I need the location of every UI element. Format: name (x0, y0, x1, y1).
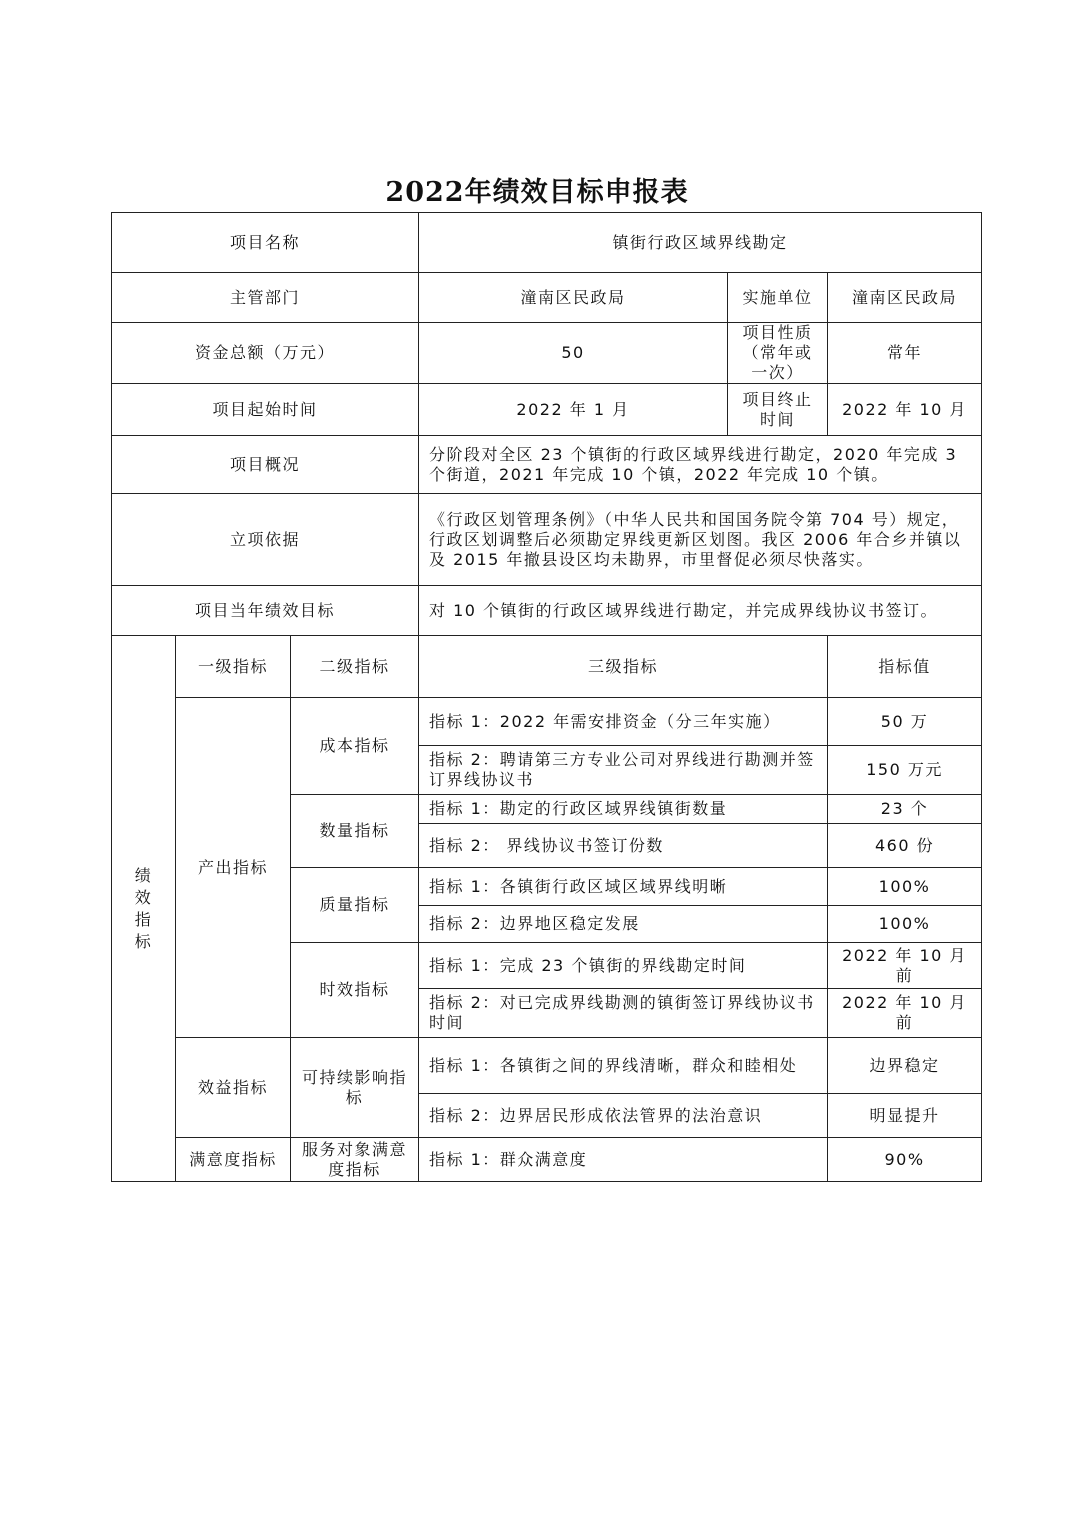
quality-indicator-label: 质量指标 (291, 868, 419, 943)
implementer-value: 潼南区民政局 (828, 273, 982, 323)
basis-value: 《行政区划管理条例》（中华人民共和国国务院令第 704 号）规定，行政区划调整后必须勘定界线更新区划图。我区 2006 年合乡并镇以及 2015 年撤县设区均未勘界，市里督促必须尽快落实。 (419, 494, 982, 586)
indicator-value: 50 万 (828, 698, 982, 746)
implementer-label: 实施单位 (728, 273, 828, 323)
department-row (112, 273, 982, 323)
table-row (112, 1138, 982, 1182)
indicator-value: 150 万元 (828, 746, 982, 795)
output-indicator-label: 产出指标 (176, 698, 291, 1038)
indicator-value: 90% (828, 1138, 982, 1182)
department-label: 主管部门 (112, 273, 419, 323)
time-row (112, 384, 982, 436)
funds-row (112, 323, 982, 384)
end-time-value: 2022 年 10 月 (828, 384, 982, 436)
performance-indicators-text: 绩效指标 (134, 865, 153, 951)
department-value: 潼南区民政局 (419, 273, 728, 323)
header-level3: 三级指标 (419, 636, 828, 698)
overview-label: 项目概况 (112, 436, 419, 494)
indicator-text: 指标 2：聘请第三方专业公司对界线进行勘测并签订界线协议书 (419, 746, 828, 795)
indicator-text: 指标 1：完成 23 个镇街的界线勘定时间 (419, 943, 828, 989)
project-name-value: 镇街行政区域界线勘定 (419, 213, 982, 273)
table-row (112, 698, 982, 746)
indicator-value: 2022 年 10 月前 (828, 989, 982, 1038)
indicator-value: 460 份 (828, 824, 982, 868)
cost-indicator-label: 成本指标 (291, 698, 419, 795)
project-name-label: 项目名称 (112, 213, 419, 273)
project-name-row (112, 213, 982, 273)
performance-indicators-label (112, 636, 176, 1182)
indicator-value: 明显提升 (828, 1094, 982, 1138)
indicator-text: 指标 1：群众满意度 (419, 1138, 828, 1182)
performance-goal-table (111, 212, 982, 1182)
header-level1: 一级指标 (176, 636, 291, 698)
indicator-text: 指标 2：边界居民形成依法管界的法治意识 (419, 1094, 828, 1138)
end-time-label: 项目终止时间 (728, 384, 828, 436)
indicator-text: 指标 1：各镇街行政区域区域界线明晰 (419, 868, 828, 906)
header-level2: 二级指标 (291, 636, 419, 698)
time-indicator-label: 时效指标 (291, 943, 419, 1038)
table-row (112, 1038, 982, 1094)
indicator-text: 指标 2：对已完成界线勘测的镇街签订界线协议书时间 (419, 989, 828, 1038)
header-value: 指标值 (828, 636, 982, 698)
basis-row (112, 494, 982, 586)
quantity-indicator-label: 数量指标 (291, 795, 419, 868)
indicator-text: 指标 2： 界线协议书签订份数 (419, 824, 828, 868)
goal-value: 对 10 个镇街的行政区域界线进行勘定，并完成界线协议书签订。 (419, 586, 982, 636)
start-time-label: 项目起始时间 (112, 384, 419, 436)
funds-value: 50 (419, 323, 728, 384)
satisfaction-indicator-label: 满意度指标 (176, 1138, 291, 1182)
project-nature-value: 常年 (828, 323, 982, 384)
indicator-value: 边界稳定 (828, 1038, 982, 1094)
indicator-text: 指标 1：勘定的行政区域界线镇街数量 (419, 795, 828, 824)
indicator-value: 2022 年 10 月前 (828, 943, 982, 989)
indicator-text: 指标 1：2022 年需安排资金（分三年实施） (419, 698, 828, 746)
basis-label: 立项依据 (112, 494, 419, 586)
service-satisfaction-label: 服务对象满意度指标 (291, 1138, 419, 1182)
start-time-value: 2022 年 1 月 (419, 384, 728, 436)
indicator-value: 100% (828, 906, 982, 943)
page-title: 2022年绩效目标申报表 (385, 177, 689, 208)
project-nature-label: 项目性质（常年或一次） (728, 323, 828, 384)
overview-row (112, 436, 982, 494)
indicator-value: 100% (828, 868, 982, 906)
indicator-value: 23 个 (828, 795, 982, 824)
goal-row (112, 586, 982, 636)
sustain-indicator-label: 可持续影响指标 (291, 1038, 419, 1138)
indicator-header-row (112, 636, 982, 698)
benefit-indicator-label: 效益指标 (176, 1038, 291, 1138)
goal-label: 项目当年绩效目标 (112, 586, 419, 636)
overview-value: 分阶段对全区 23 个镇街的行政区域界线进行勘定，2020 年完成 3 个街道，2021 年完成 10 个镇，2022 年完成 10 个镇。 (419, 436, 982, 494)
indicator-text: 指标 2：边界地区稳定发展 (419, 906, 828, 943)
funds-label: 资金总额（万元） (112, 323, 419, 384)
indicator-text: 指标 1：各镇街之间的界线清晰，群众和睦相处 (419, 1038, 828, 1094)
